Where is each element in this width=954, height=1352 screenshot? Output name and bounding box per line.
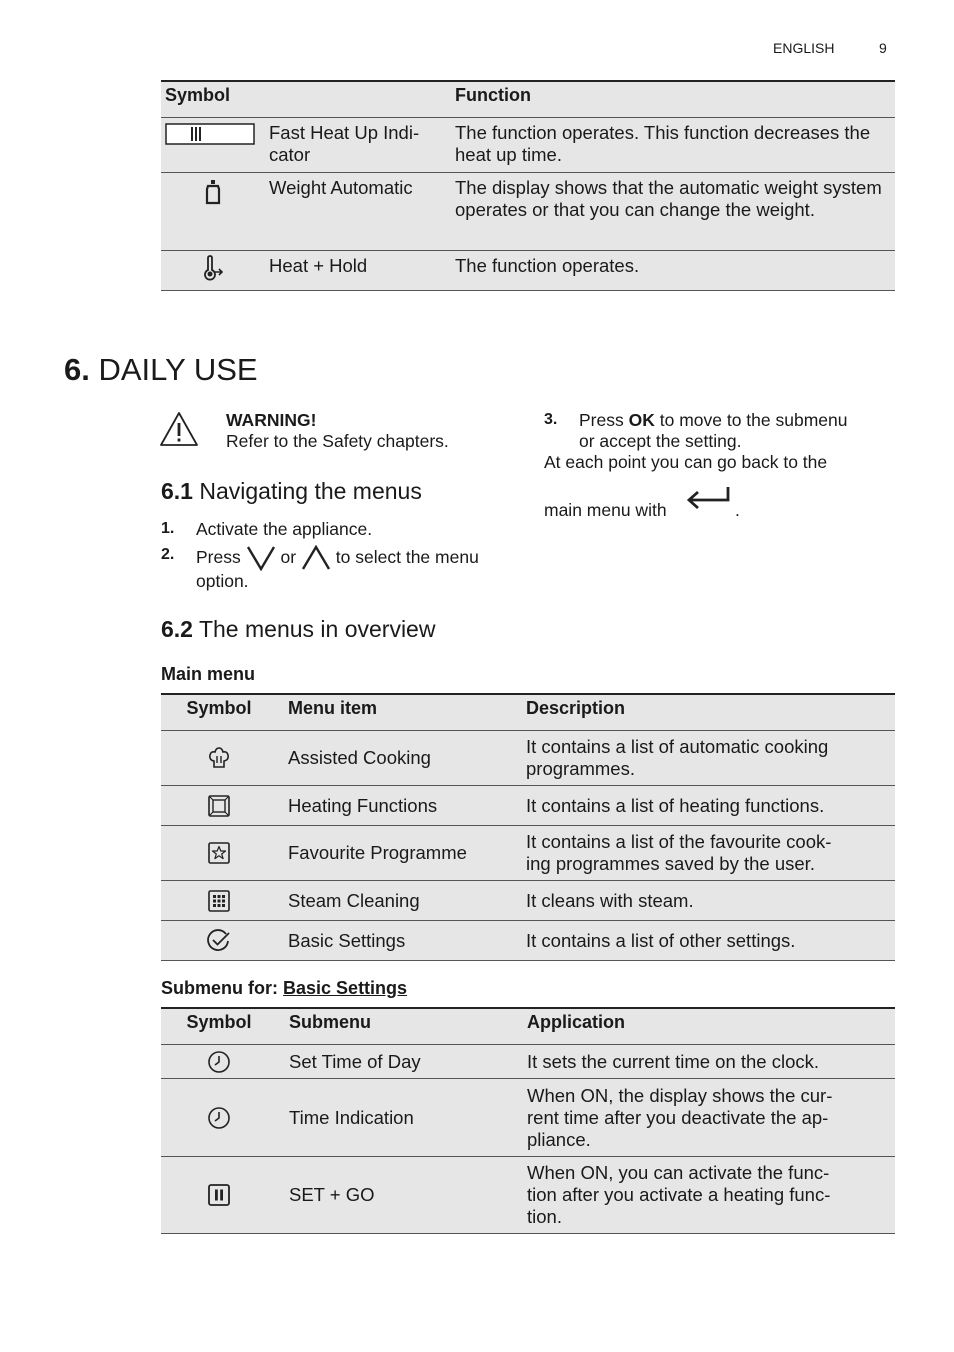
table-row bbox=[161, 826, 895, 881]
col-header-symbol: Symbol bbox=[161, 81, 451, 118]
menu-item-desc: It contains a list of heating functions. bbox=[526, 786, 895, 826]
symbol-cell bbox=[161, 881, 277, 921]
menu-item-desc: It contains a list of automatic cooking programmes. bbox=[526, 731, 895, 786]
symbol-cell bbox=[161, 921, 277, 961]
submenu-caption-label: Submenu for: bbox=[161, 978, 278, 998]
subsection-title-overview bbox=[161, 616, 435, 643]
step-number: 2. bbox=[161, 546, 175, 563]
function-desc: The function operates. bbox=[451, 251, 895, 291]
symbol-cell bbox=[161, 118, 265, 173]
submenu-item-name: SET + GO bbox=[277, 1157, 527, 1234]
submenu-caption bbox=[161, 978, 407, 999]
submenu-item-name: Set Time of Day bbox=[277, 1045, 527, 1079]
symbol-cell bbox=[161, 786, 277, 826]
submenu-item-desc: It sets the current time on the clock. bbox=[527, 1045, 895, 1079]
subsection-number: 6.1 bbox=[161, 478, 193, 504]
step-text-mid: or bbox=[280, 547, 297, 567]
step-text-post: to move to the submenu bbox=[659, 410, 848, 430]
check-circle-icon bbox=[206, 929, 232, 953]
weight-icon bbox=[203, 179, 223, 205]
thermometer-arrow-icon bbox=[200, 255, 226, 281]
section-title-text: DAILY USE bbox=[98, 352, 258, 387]
page-number: 9 bbox=[879, 40, 887, 56]
submenu-item-name: Time Indication bbox=[277, 1079, 527, 1157]
submenu-table bbox=[161, 1007, 895, 1234]
warning-text: Refer to the Safety chapters. bbox=[226, 431, 449, 451]
table-row bbox=[161, 731, 895, 786]
star-box-icon bbox=[207, 841, 231, 865]
steam-grid-icon bbox=[207, 889, 231, 913]
chef-hat-icon bbox=[207, 746, 231, 770]
step-number: 3. bbox=[544, 411, 558, 428]
step-text-post: to select the menu bbox=[335, 547, 479, 567]
chevron-down-icon bbox=[246, 545, 276, 571]
table-row bbox=[161, 921, 895, 961]
section-number: 6. bbox=[64, 352, 90, 387]
step-text bbox=[196, 545, 516, 592]
table-row bbox=[161, 786, 895, 826]
clock-icon bbox=[207, 1106, 231, 1130]
col-header-description: Description bbox=[526, 694, 895, 731]
menu-item-desc: It cleans with steam. bbox=[526, 881, 895, 921]
function-name: Heat + Hold bbox=[265, 251, 451, 291]
col-header-application: Application bbox=[527, 1008, 895, 1045]
function-desc: The function operates. This function decreases the heat up time. bbox=[451, 118, 895, 173]
subsection-title-text: The menus in overview bbox=[198, 616, 436, 642]
submenu-item-desc: When ON, the display shows the cur- rent time after you deactivate the ap- pliance. bbox=[527, 1079, 895, 1157]
menu-item-name: Steam Cleaning bbox=[277, 881, 526, 921]
symbol-function-table bbox=[161, 80, 895, 291]
subsection-title-text: Navigating the menus bbox=[199, 478, 422, 504]
back-text-line2: main menu with bbox=[544, 500, 667, 520]
symbol-cell bbox=[161, 826, 277, 881]
menu-item-name: Basic Settings bbox=[277, 921, 526, 961]
symbol-cell bbox=[161, 173, 265, 251]
col-header-menu-item: Menu item bbox=[277, 694, 526, 731]
ok-keyword: OK bbox=[628, 410, 655, 430]
table-row bbox=[161, 1079, 895, 1157]
warning-title: WARNING! bbox=[226, 410, 317, 430]
section-title bbox=[64, 352, 258, 388]
symbol-cell bbox=[161, 1079, 277, 1157]
col-header-function: Function bbox=[451, 81, 895, 118]
symbol-cell bbox=[161, 1157, 277, 1234]
menu-item-name: Heating Functions bbox=[277, 786, 526, 826]
symbol-cell bbox=[161, 251, 265, 291]
back-arrow-icon bbox=[684, 484, 732, 514]
menu-item-name: Assisted Cooking bbox=[277, 731, 526, 786]
function-desc: The display shows that the automatic weight system operates or that you can change the weight. bbox=[451, 173, 895, 251]
menu-item-name: Favourite Programme bbox=[277, 826, 526, 881]
table-row bbox=[161, 118, 895, 173]
step-number: 1. bbox=[161, 520, 175, 537]
warning-triangle-icon bbox=[159, 411, 199, 447]
symbol-cell bbox=[161, 731, 277, 786]
function-name: Weight Automatic bbox=[265, 173, 451, 251]
chevron-up-icon bbox=[301, 545, 331, 571]
table-row bbox=[161, 1157, 895, 1234]
table-row bbox=[161, 1045, 895, 1079]
symbol-cell bbox=[161, 1045, 277, 1079]
pause-box-icon bbox=[207, 1183, 231, 1207]
step-text-pre: Press bbox=[196, 547, 241, 567]
col-header-submenu: Submenu bbox=[277, 1008, 527, 1045]
col-header-symbol: Symbol bbox=[161, 694, 277, 731]
submenu-caption-link[interactable]: Basic Settings bbox=[283, 978, 408, 998]
table-row bbox=[161, 251, 895, 291]
header-language: ENGLISH bbox=[773, 40, 835, 56]
subsection-number: 6.2 bbox=[161, 616, 193, 642]
main-menu-table bbox=[161, 693, 895, 961]
function-name: Fast Heat Up Indi- cator bbox=[265, 118, 451, 173]
step-text-line2: or accept the setting. bbox=[579, 431, 742, 451]
table-row bbox=[161, 881, 895, 921]
step-text: Activate the appliance. bbox=[196, 519, 373, 539]
step-text-pre: Press bbox=[579, 410, 624, 430]
submenu-item-desc: When ON, you can activate the func- tion after you activate a heating func- tion. bbox=[527, 1157, 895, 1234]
subsection-title-navigating bbox=[161, 478, 422, 505]
menu-item-desc: It contains a list of other settings. bbox=[526, 921, 895, 961]
back-text-end: . bbox=[735, 500, 740, 520]
fast-heat-bar-icon bbox=[165, 122, 257, 146]
step-text-line2: option. bbox=[196, 571, 249, 591]
step-text bbox=[579, 410, 847, 452]
main-menu-caption: Main menu bbox=[161, 664, 256, 684]
oven-icon bbox=[207, 794, 231, 818]
clock-icon bbox=[207, 1050, 231, 1074]
back-text-line1: At each point you can go back to the bbox=[544, 452, 828, 472]
menu-item-desc: It contains a list of the favourite cook- ing programmes saved by the user. bbox=[526, 826, 895, 881]
col-header-symbol: Symbol bbox=[161, 1008, 277, 1045]
table-row bbox=[161, 173, 895, 251]
